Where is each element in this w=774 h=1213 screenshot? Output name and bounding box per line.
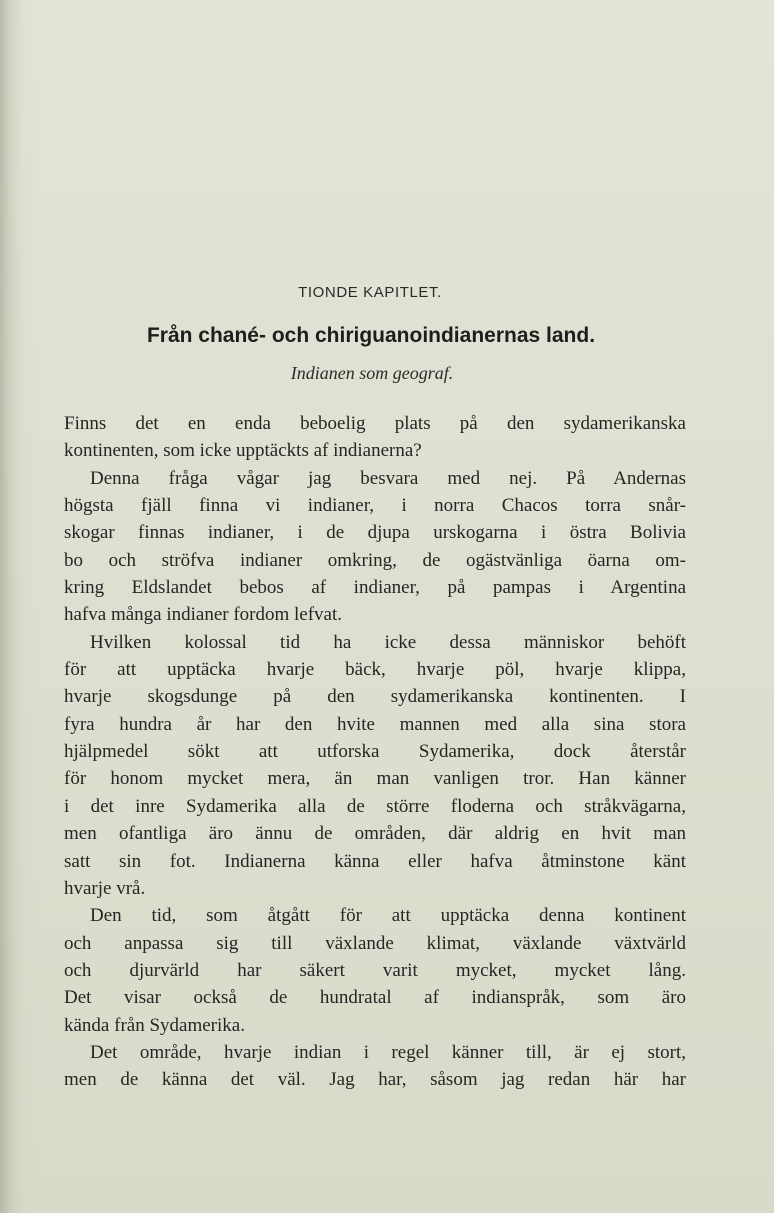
text-line: i det inre Sydamerika alla de större floderna och stråkvägarna,	[64, 795, 686, 817]
text-line: och anpassa sig till växlande klimat, växlande växtvärld	[64, 932, 686, 954]
text-line: skogar finnas indianer, i de djupa urskogarna i östra Bolivia	[64, 522, 686, 544]
text-line: kring Eldslandet bebos af indianer, på pampas i Argentina	[64, 577, 686, 599]
text-line: fyra hundra år har den hvite mannen med alla sina stora	[64, 713, 686, 735]
text-line: bo och ströfva indianer omkring, de ogästvänliga öarna om-	[64, 549, 686, 571]
text-line: Finns det en enda beboelig plats på den sydamerikanska	[64, 413, 686, 434]
paragraph	[64, 410, 686, 465]
section-subtitle: Indianen som geograf.	[290, 363, 454, 383]
body-text	[64, 410, 686, 1094]
text-line: för honom mycket mera, än man vanligen tror. Han känner	[64, 768, 686, 790]
text-line: men de känna det väl. Jag har, såsom jag redan här har	[64, 1069, 686, 1091]
text-line: Den tid, som åtgått för att upptäcka denna kontinent	[90, 905, 686, 927]
text-line: Det område, hvarje indian i regel känner till, är ej stort,	[90, 1041, 686, 1063]
text-line: hvarje vrå.	[64, 877, 146, 899]
text-line: men ofantliga äro ännu de områden, där aldrig en hvit man	[64, 823, 686, 845]
text-line: satt sin fot. Indianerna känna eller hafva åtminstone känt	[64, 850, 686, 872]
paragraph	[64, 629, 686, 902]
paragraph	[64, 902, 686, 1039]
text-line: Denna fråga vågar jag besvara med nej. På Andernas	[90, 467, 686, 489]
text-line: kontinenten, som icke upptäckts af indianerna?	[64, 440, 422, 462]
text-line: för att upptäcka hvarje bäck, hvarje pöl, hvarje klippa,	[64, 659, 686, 681]
text-line: och djurvärld har säkert varit mycket, mycket lång.	[64, 959, 686, 981]
chapter-title: Från chané- och chiriguanoindianernas land.	[146, 324, 596, 347]
chapter-label: TIONDE KAPITLET.	[298, 284, 442, 301]
paragraph	[64, 465, 686, 629]
text-line: Hvilken kolossal tid ha icke dessa människor behöft	[90, 631, 686, 653]
text-line: kända från Sydamerika.	[64, 1014, 245, 1036]
text-line: Det visar också de hundratal af indianspråk, som äro	[64, 987, 686, 1009]
text-line: hjälpmedel sökt att utforska Sydamerika, dock återstår	[64, 741, 686, 763]
text-line: hafva många indianer fordom lefvat.	[64, 604, 343, 626]
paragraph	[64, 1039, 686, 1094]
text-line: högsta fjäll finna vi indianer, i norra Chacos torra snår-	[64, 495, 686, 517]
text-line: hvarje skogsdunge på den sydamerikanska kontinenten. I	[64, 686, 686, 708]
